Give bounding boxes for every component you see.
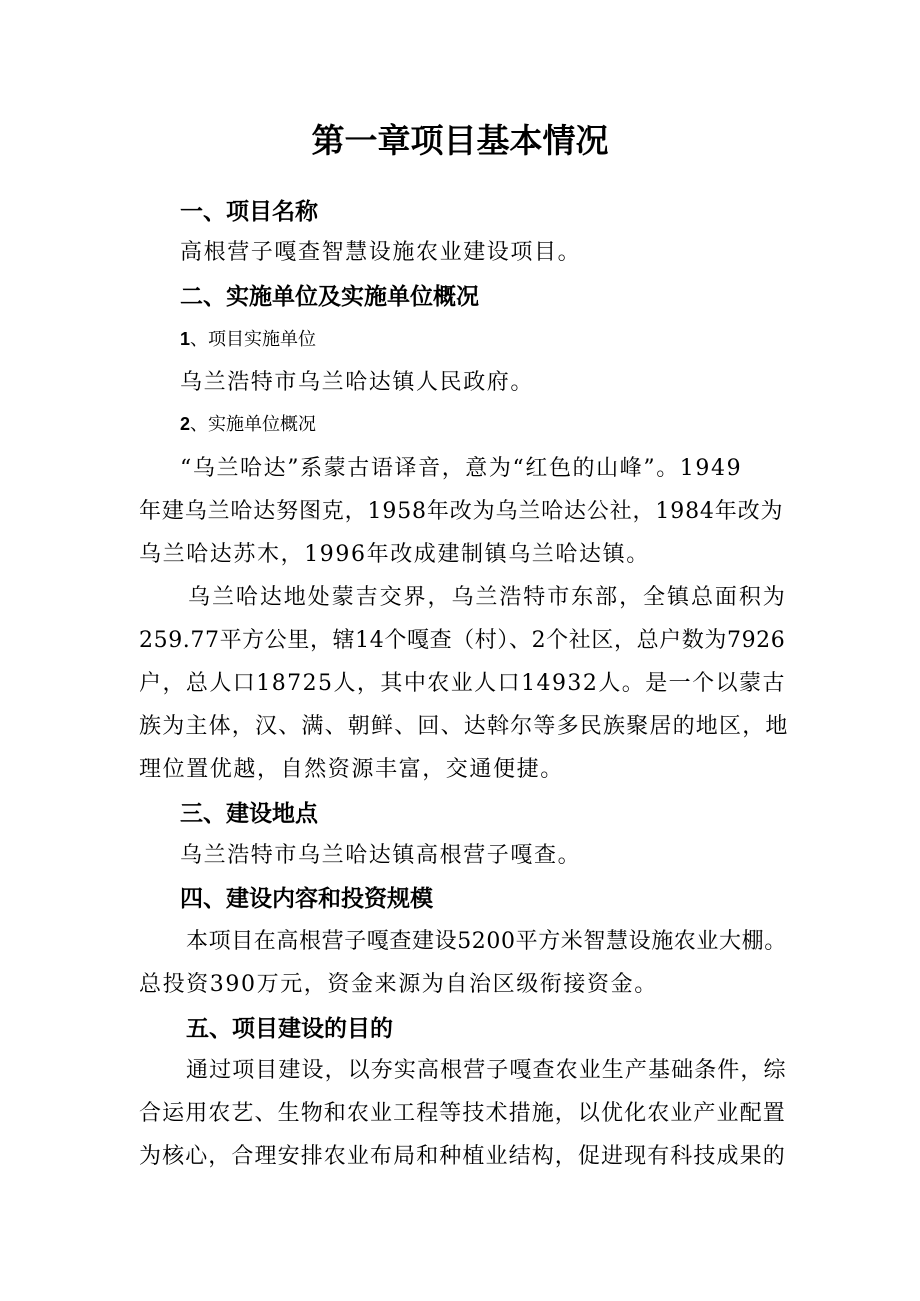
purpose-line: 通过项目建设，以夯实高根营子嘎查农业生产基础条件，综 — [186, 1058, 787, 1083]
subheading-number: 2 — [180, 414, 191, 434]
location-text: 乌兰浩特市乌兰哈达镇高根营子嘎查。 — [180, 843, 582, 868]
subheading-text: 、实施单位概况 — [190, 414, 317, 435]
subheading-unit-overview — [180, 410, 316, 439]
content-investment-line: 本项目在高根营子嘎查建设5200平方米智慧设施农业大棚。 — [186, 929, 787, 954]
chapter-title: 第一章项目基本情况 — [311, 122, 609, 159]
overview-para1-line: 乌兰哈达苏木，1996年改成建制镇乌兰哈达镇。 — [139, 542, 650, 567]
project-name-text: 高根营子嘎查智慧设施农业建设项目。 — [180, 240, 582, 265]
overview-para2-line: 理位置优越，自然资源丰富，交通便捷。 — [139, 757, 564, 782]
overview-para2-line: 259.77平方公里，辖14个嘎查（村）、2个社区，总户数为7926 — [139, 628, 786, 653]
implementing-unit-text: 乌兰浩特市乌兰哈达镇人民政府。 — [180, 370, 535, 395]
content-investment-line: 总投资390万元，资金来源为自治区级衔接资金。 — [139, 972, 658, 997]
overview-para2-line: 族为主体，汉、满、朝鲜、回、达斡尔等多民族聚居的地区，地 — [139, 714, 789, 739]
subheading-text: 、项目实施单位 — [190, 329, 317, 350]
overview-para1-line: “乌兰哈达”系蒙古语译音，意为“红色的山峰”。1949 — [180, 456, 743, 481]
section-heading-location: 三、建设地点 — [180, 800, 318, 826]
overview-para2-line: 乌兰哈达地处蒙吉交界，乌兰浩特市东部，全镇总面积为 — [188, 585, 787, 610]
subheading-implementing-unit — [180, 325, 316, 354]
section-heading-project-name: 一、项目名称 — [180, 198, 318, 224]
section-heading-purpose: 五、项目建设的目的 — [186, 1015, 393, 1041]
purpose-line: 为核心，合理安排农业布局和种植业结构，促进现有科技成果的 — [139, 1144, 786, 1169]
purpose-line: 合运用农艺、生物和农业工程等技术措施，以优化农业产业配置 — [139, 1101, 786, 1126]
section-heading-implementing-unit: 二、实施单位及实施单位概况 — [180, 283, 479, 309]
section-heading-content-investment: 四、建设内容和投资规模 — [180, 885, 433, 911]
overview-para1-line: 年建乌兰哈达努图克，1958年改为乌兰哈达公社，1984年改为 — [139, 499, 784, 524]
overview-para2-line: 户，总人口18725人，其中农业人口14932人。是一个以蒙古 — [139, 671, 786, 696]
subheading-number: 1 — [180, 329, 191, 349]
